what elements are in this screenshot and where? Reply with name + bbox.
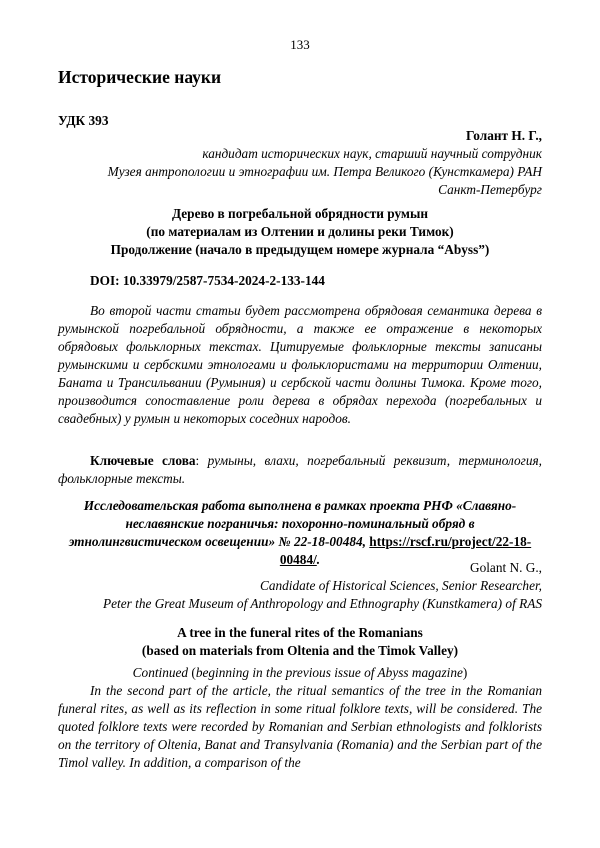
udk-code: УДК 393 [58,113,109,128]
continued-paren-close: ) [462,665,468,680]
author-block-ru [58,127,542,199]
author-city-ru: Санкт-Петербург [438,182,542,197]
keywords-text: румыны, влахи, погребальный реквизит, терминология, фольклорные тексты. [58,453,542,486]
author-name-en: Golant N. G., [469,560,542,575]
continued-word: Continued [132,665,189,680]
author-block-en [58,559,542,613]
keywords-label: Ключевые слова [90,453,196,468]
grant-link[interactable]: https://rscf.ru/project/22-18-00484/ [279,534,532,567]
article-title-en [58,624,542,660]
title-en-line2: (based on materials from Oltenia and the Timok Valley) [141,643,459,658]
keywords-separator: : [195,453,208,468]
page-number: 133 [290,37,310,52]
abstract-ru: Во второй части статьи будет рассмотрена обрядовая семантика дерева в румынской погребальной обрядности, а также ее отражение в некоторых обрядовых фольклорных текстах. Цитируемые фольклорные тексты записаны румынскими и сербскими этнологами и фольклористами на территории Олтении, Баната и Трансильвании (Румыния) и сербской части долины Тимока. Кроме того, производится сопоставление роли дерева в обрядах перехода (погребальных и свадебных) у румын и некоторых соседних народов. [58,303,542,426]
author-position-en: Candidate of Historical Sciences, Senior Researcher, [259,578,542,593]
continued-detail: beginning in the previous issue of Abyss magazine [195,665,463,680]
title-ru-line3: Продолжение (начало в предыдущем номере журнала “Abyss”) [110,242,490,257]
author-name-ru: Голант Н. Г., [466,128,542,143]
abstract-en: In the second part of the article, the ritual semantics of the tree in the Romanian funeral rites, as well as its reflection in some ritual folklore texts, will be considered. The quoted folklore texts were recorded by Romanian and Serbian ethnologists and folklorists on the territory of Oltenia, Banat and Transylvania (Romania) and the Serbian part of the Timol valley. In addition, a comparison of the [58,683,542,770]
title-ru-line2: (по материалам из Олтении и долины реки Тимок) [146,224,454,239]
title-en-line1: A tree in the funeral rites of the Romanians [177,625,423,640]
author-position-ru: кандидат исторических наук, старший научный сотрудник [202,146,542,161]
doi: DOI: 10.33979/2587-7534-2024-2-133-144 [90,273,325,288]
author-affiliation-en: Peter the Great Museum of Anthropology and Ethnography (Kunstkamera) of RAS [103,596,542,611]
continued-paren-open: ( [188,665,196,680]
author-affiliation-ru: Музея антропологии и этнографии им. Петра Великого (Кунсткамера) РАН [107,164,542,179]
article-title-ru [58,205,542,259]
title-ru-line1: Дерево в погребальной обрядности румын [171,206,429,221]
section-title: Исторические науки [58,67,222,87]
continued-note-en [58,664,542,682]
grant-end: . [316,552,321,567]
keywords-ru [58,452,542,488]
grant-text: Исследовательская работа выполнена в рамках проекта РНФ «Славяно-неславянские пограничья: похоронно-поминальный обряд в этнолингвистическом освещении» № 22-18-00484, [68,498,517,549]
